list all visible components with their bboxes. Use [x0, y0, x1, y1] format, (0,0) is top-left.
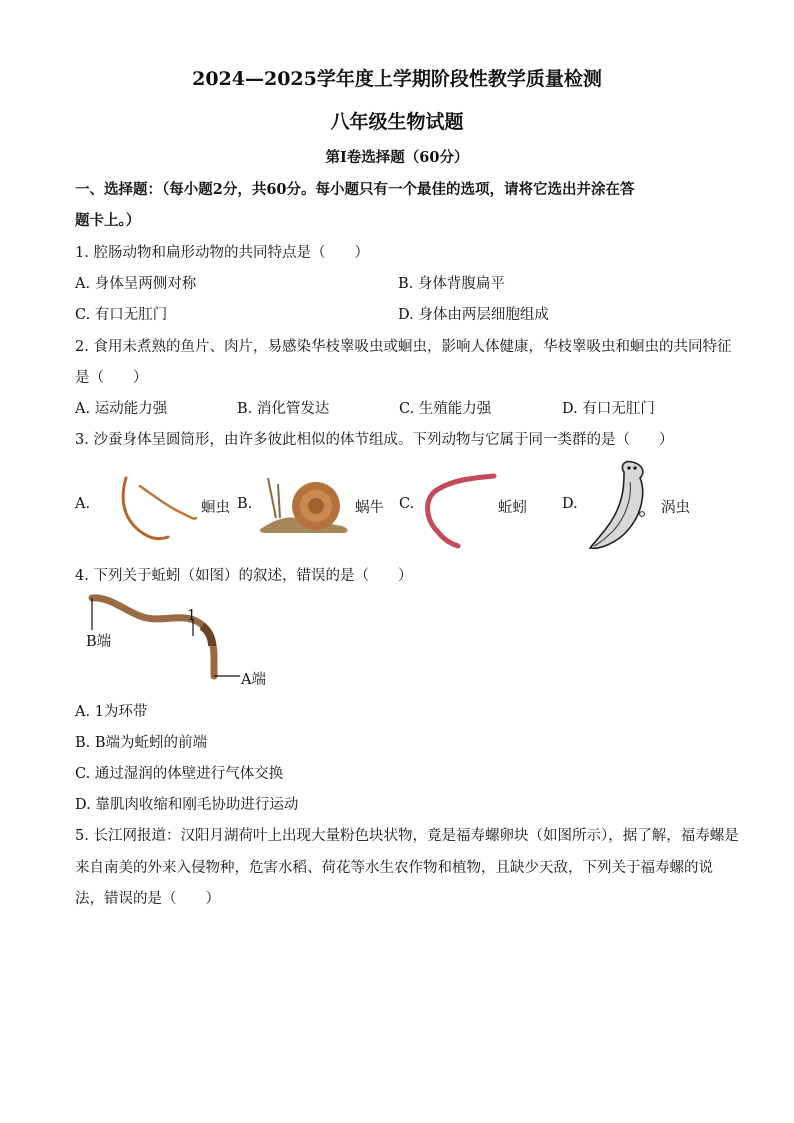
q1-option-c: C. 有口无肛门 — [75, 307, 168, 323]
q2-option-b: B. 消化管发达 — [237, 401, 330, 417]
q4-label-1: 1 — [187, 608, 197, 624]
q3-option-d-name: 涡虫 — [661, 500, 690, 516]
q4-option-a: A. 1为环带 — [75, 704, 148, 720]
part1-heading-line2: 题卡上。） — [75, 212, 141, 229]
section-title: 第I卷选择题（60分） — [325, 149, 469, 166]
roundworm-image — [118, 474, 200, 544]
q2-stem-line2: 是（ ） — [75, 370, 148, 386]
exam-title: 2024—2025学年度上学期阶段性教学质量检测 — [192, 68, 602, 90]
q3-option-c-letter: C. — [399, 496, 415, 512]
snail-image — [256, 470, 354, 536]
q5-stem-line1: 5. 长江网报道：汉阳月湖荷叶上出现大量粉色块状物，竟是福寿螺卵块（如图所示），据了解，福寿螺是 — [75, 828, 739, 844]
earthworm-image — [422, 470, 498, 550]
q4-stem: 4. 下列关于蚯蚓（如图）的叙述，错误的是（ ） — [75, 568, 413, 584]
q1-option-a: A. 身体呈两侧对称 — [75, 276, 197, 292]
q4-option-c: C. 通过湿润的体壁进行气体交换 — [75, 766, 284, 782]
q4-option-b: B. B端为蚯蚓的前端 — [75, 735, 208, 751]
q2-option-d: D. 有口无肛门 — [562, 401, 655, 417]
q5-stem-line3: 法，错误的是（ ） — [75, 891, 220, 907]
q1-option-d: D. 身体由两层细胞组成 — [398, 307, 549, 323]
q5-stem-line2: 来自南美的外来入侵物种，危害水稻、荷花等水生农作物和植物，且缺少天敌，下列关于福寿螺的说 — [75, 860, 713, 876]
q3-option-b-letter: B. — [237, 496, 253, 512]
q4-option-d: D. 靠肌肉收缩和刚毛协助进行运动 — [75, 797, 299, 813]
q1-option-b: B. 身体背腹扁平 — [398, 276, 505, 292]
part1-heading-line1: 一、选择题：（每小题2分，共60分。每小题只有一个最佳的选项，请将它选出并涂在答 — [75, 181, 635, 198]
q4-label-a-end: A端 — [241, 672, 266, 688]
q3-option-d-letter: D. — [562, 496, 578, 512]
q3-option-a-letter: A. — [75, 496, 91, 512]
q2-stem-line1: 2. 食用未煮熟的鱼片、肉片，易感染华枝睾吸虫或蛔虫，影响人体健康，华枝睾吸虫和蛔虫的共同特征 — [75, 339, 732, 355]
q4-label-b-end: B端 — [86, 634, 112, 650]
planarian-image — [584, 458, 660, 554]
q2-option-c: C. 生殖能力强 — [399, 401, 492, 417]
q3-option-c-name: 蚯蚓 — [498, 500, 527, 516]
q3-option-b-name: 蜗牛 — [355, 500, 384, 516]
exam-subtitle: 八年级生物试题 — [330, 111, 464, 133]
q1-stem: 1. 腔肠动物和扁形动物的共同特点是（ ） — [75, 245, 369, 261]
q3-option-a-name: 蛔虫 — [201, 500, 230, 516]
q2-option-a: A. 运动能力强 — [75, 401, 168, 417]
q3-stem: 3. 沙蚕身体呈圆筒形，由许多彼此相似的体节组成。下列动物与它属于同一类群的是（ ） — [75, 432, 674, 448]
